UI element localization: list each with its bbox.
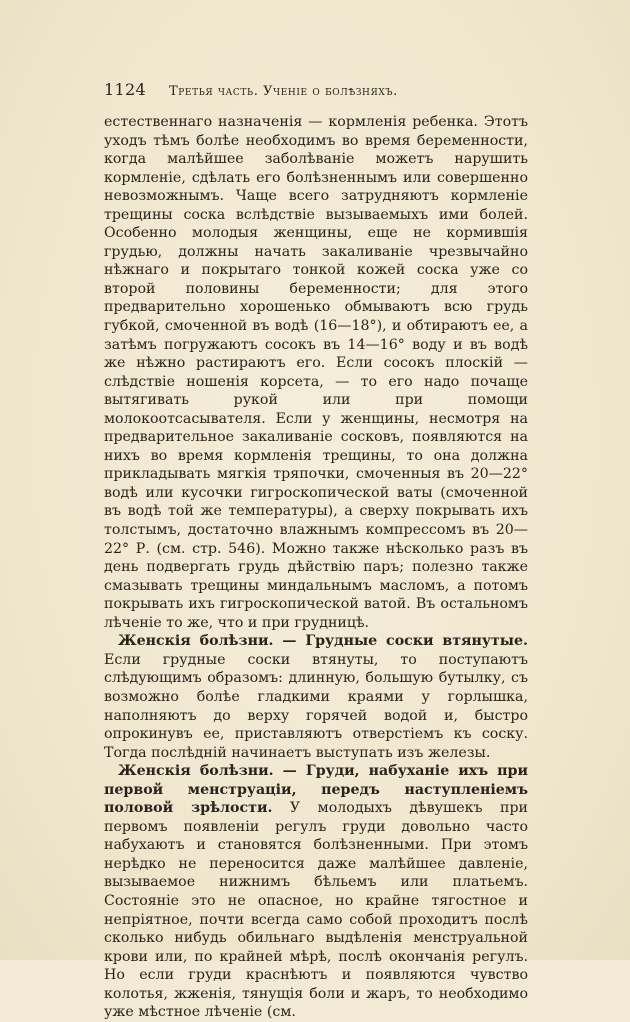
section-heading-breast-swelling: Женскія болѣзни. — Груди, набуханіе ихъ при первой менструаціи, передъ наступленіемъ половой зрѣлости.	[104, 763, 528, 817]
page-header	[104, 80, 534, 99]
paragraph-breast-swelling-text: У молодыхъ дѣвушекъ при первомъ появленіи регулъ груди довольно часто набухаютъ и становятся болѣзненными. При этомъ нерѣдко не переносится даже малѣйшее давленіе, вызываемое нижнимъ бѣльемъ или платьемъ. Состояніе это не опасное, но крайне тягостное и непріятное, почти всегда само собой проходитъ послѣ сколько нибудь обильнаго выдѣленія менструальной крови или, по крайней мѣрѣ, послѣ окончанія регулъ. Но если груди краснѣютъ и появляются чувство колотья, жженія, тянущія боли и жаръ, то необходимо уже мѣстное лѣченіе (см.	[104, 800, 528, 1021]
paragraph-inverted-nipples	[104, 632, 528, 762]
running-title: Третья часть. Ученіе о болѣзняхъ.	[169, 84, 398, 99]
page-number: 1124	[104, 80, 146, 99]
section-heading-inverted-nipples: Женскія болѣзни. — Грудные соски втянутые.	[118, 633, 528, 650]
paragraph-breast-swelling	[104, 762, 528, 1022]
paragraph-continuation: естественнаго назначенія — кормленія ребенка. Этотъ уходъ тѣмъ болѣе необходимъ во время беременности, когда малѣйшее заболѣваніе можетъ нарушить кормленіе, сдѣлать его болѣзненнымъ или совершенно невозможнымъ. Чаще всего затрудняютъ кормленіе трещины соска вслѣдствіе вызываемыхъ ими болей. Особенно молодыя женщины, еще не кормившія грудью, должны начать закаливаніе чрезвычайно нѣжнаго и покрытаго тонкой кожей соска уже со второй половины беременности; для этого предварительно хорошенько обмываютъ всю грудь губкой, смоченной въ водѣ (16—18°), и обтираютъ ее, а затѣмъ погружаютъ сосокъ въ 14—16° воду и въ водѣ же нѣжно растираютъ его. Если сосокъ плоскій — слѣдствіе ношенія корсета, — то его надо почаще вытягивать рукой или при помощи молокоотсасывателя. Если у женщины, несмотря на предварительное закаливаніе сосковъ, появляются на нихъ во время кормленія трещины, то она должна прикладывать мягкія тряпочки, смоченныя въ 20—22° водѣ или кусочки гигроскопической ваты (смоченной въ водѣ той же температуры), а сверху покрывать ихъ толстымъ, достаточно влажнымъ компрессомъ въ 20—22° Р. (см. стр. 546). Можно также нѣсколько разъ въ день подвергать грудь дѣйствію паръ; полезно также смазывать трещины миндальнымъ масломъ, а потомъ покрывать ихъ гигроскопической ватой. Въ остальномъ лѣченіе то же, что и при грудницѣ.	[104, 114, 528, 631]
paragraph-inverted-nipples-text: Если грудные соски втянуты, то поступаютъ слѣдующимъ образомъ: длинную, большую бутылку, съ возможно болѣе гладкими краями у горлышка, наполняютъ до верху горячей водой и, быстро опрокинувъ ее, приставляютъ отверстіемъ къ соску. Тогда послѣдній начинаетъ выступать изъ железы.	[104, 651, 528, 761]
page-body	[104, 113, 528, 1022]
